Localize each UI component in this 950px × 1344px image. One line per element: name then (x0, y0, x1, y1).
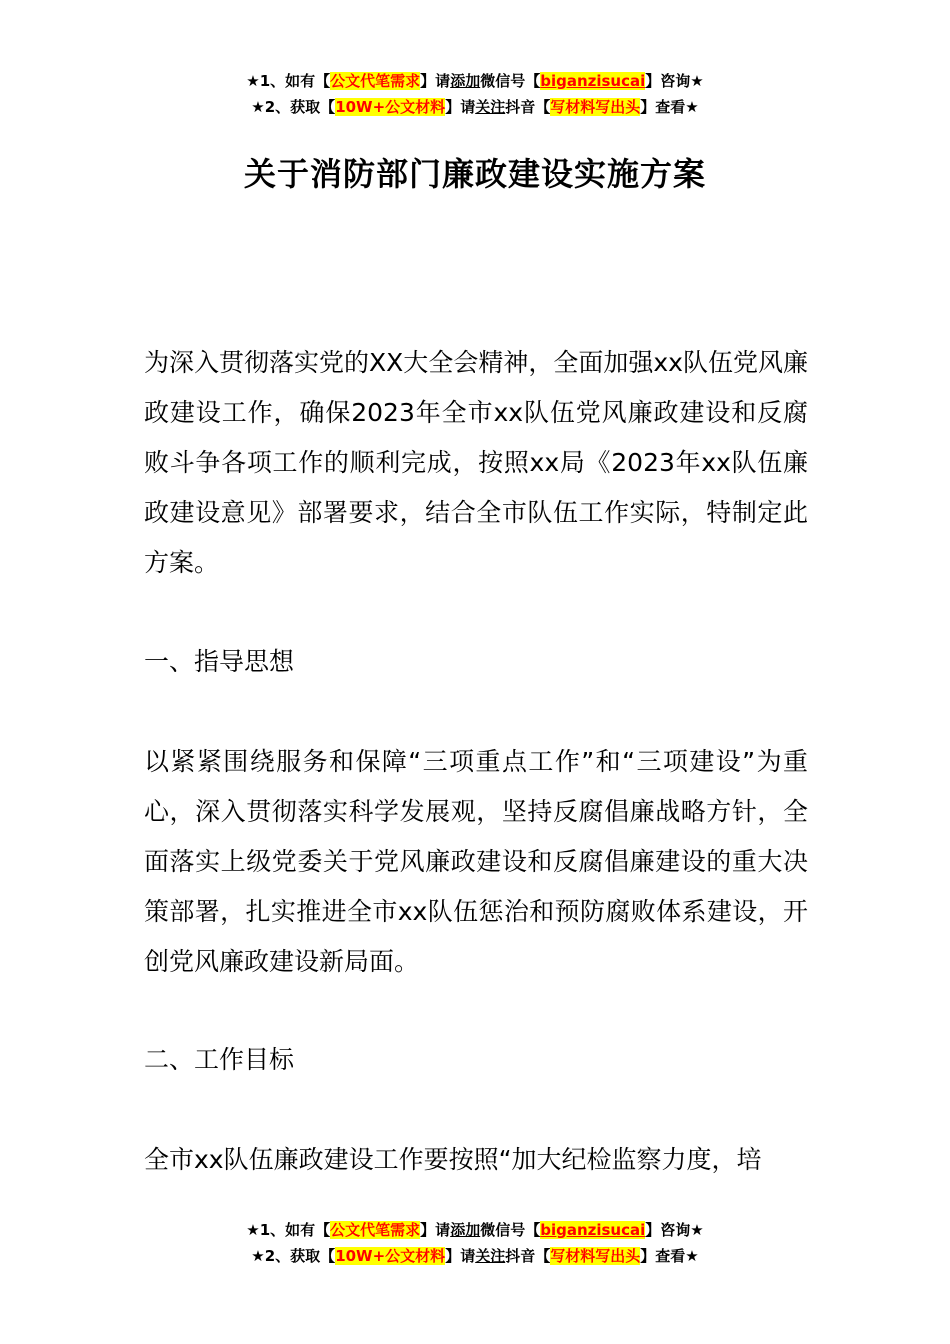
promo-line-2-underlined: 关注 (475, 98, 506, 116)
work-goals-paragraph: 全市xx队伍廉政建设工作要按照“加大纪检监察力度，培 (144, 1145, 762, 1174)
footer-promo-line-1-prefix: ★1、如有【 (246, 1221, 331, 1239)
promo-line-2-highlight-douyin: 写材料写出头 (550, 98, 641, 116)
footer-promo-line-1-highlight-service: 公文代笔需求 (330, 1221, 421, 1239)
promo-line-1-suffix: 】咨询★ (645, 72, 704, 90)
promo-line-2-mid2: 抖音【 (505, 98, 551, 116)
promo-line-2-suffix: 】查看★ (640, 98, 699, 116)
promo-line-1-mid: 】请 (420, 72, 451, 90)
footer-promo-line-1-highlight-wechat: biganzisucai (540, 1221, 646, 1239)
header-promo (0, 68, 950, 120)
intro-paragraph: 为深入贯彻落实党的XX大全会精神，全面加强xx队伍党风廉政建设工作，确保2023年全市xx队伍党风廉政建设和反腐败斗争各项工作的顺利完成，按照xx局《2023年xx队伍廉政建设意见》部署要求，结合全市队伍工作实际，特制定此方案。 (144, 348, 808, 577)
footer-promo-line-2-mid2: 抖音【 (505, 1247, 551, 1265)
promo-line-2 (0, 94, 950, 120)
promo-line-1-mid2: 微信号【 (480, 72, 541, 90)
section-heading-guiding-ideology: 一、指导思想 (144, 647, 295, 676)
footer-promo (0, 1217, 950, 1269)
promo-line-2-prefix: ★2、获取【 (251, 98, 336, 116)
footer-promo-line-1 (0, 1217, 950, 1243)
footer-promo-line-2-highlight-materials: 10W+公文材料 (335, 1247, 446, 1265)
footer-promo-line-2-prefix: ★2、获取【 (251, 1247, 336, 1265)
footer-promo-line-1-suffix: 】咨询★ (645, 1221, 704, 1239)
footer-promo-line-2-suffix: 】查看★ (640, 1247, 699, 1265)
footer-promo-line-1-underlined: 添加 (450, 1221, 481, 1239)
document-title: 关于消防部门廉政建设实施方案 (243, 155, 706, 193)
footer-promo-line-2 (0, 1243, 950, 1269)
promo-line-1-highlight-service: 公文代笔需求 (330, 72, 421, 90)
footer-promo-line-1-mid: 】请 (420, 1221, 451, 1239)
footer-promo-line-1-mid2: 微信号【 (480, 1221, 541, 1239)
footer-promo-line-2-underlined: 关注 (475, 1247, 506, 1265)
guiding-ideology-paragraph: 以紧紧围绕服务和保障“三项重点工作”和“三项建设”为重心，深入贯彻落实科学发展观，坚持反腐倡廉战略方针，全面落实上级党委关于党风廉政建设和反腐倡廉建设的重大决策部署，扎实推进全市xx队伍惩治和预防腐败体系建设，开创党风廉政建设新局面。 (144, 747, 808, 976)
promo-line-1-underlined: 添加 (450, 72, 481, 90)
section-heading-work-goals: 二、工作目标 (144, 1045, 295, 1074)
promo-line-1-prefix: ★1、如有【 (246, 72, 331, 90)
promo-line-2-mid: 】请 (445, 98, 476, 116)
promo-line-2-highlight-materials: 10W+公文材料 (335, 98, 446, 116)
promo-line-1-highlight-wechat: biganzisucai (540, 72, 646, 90)
promo-line-1 (0, 68, 950, 94)
footer-promo-line-2-highlight-douyin: 写材料写出头 (550, 1247, 641, 1265)
footer-promo-line-2-mid: 】请 (445, 1247, 476, 1265)
